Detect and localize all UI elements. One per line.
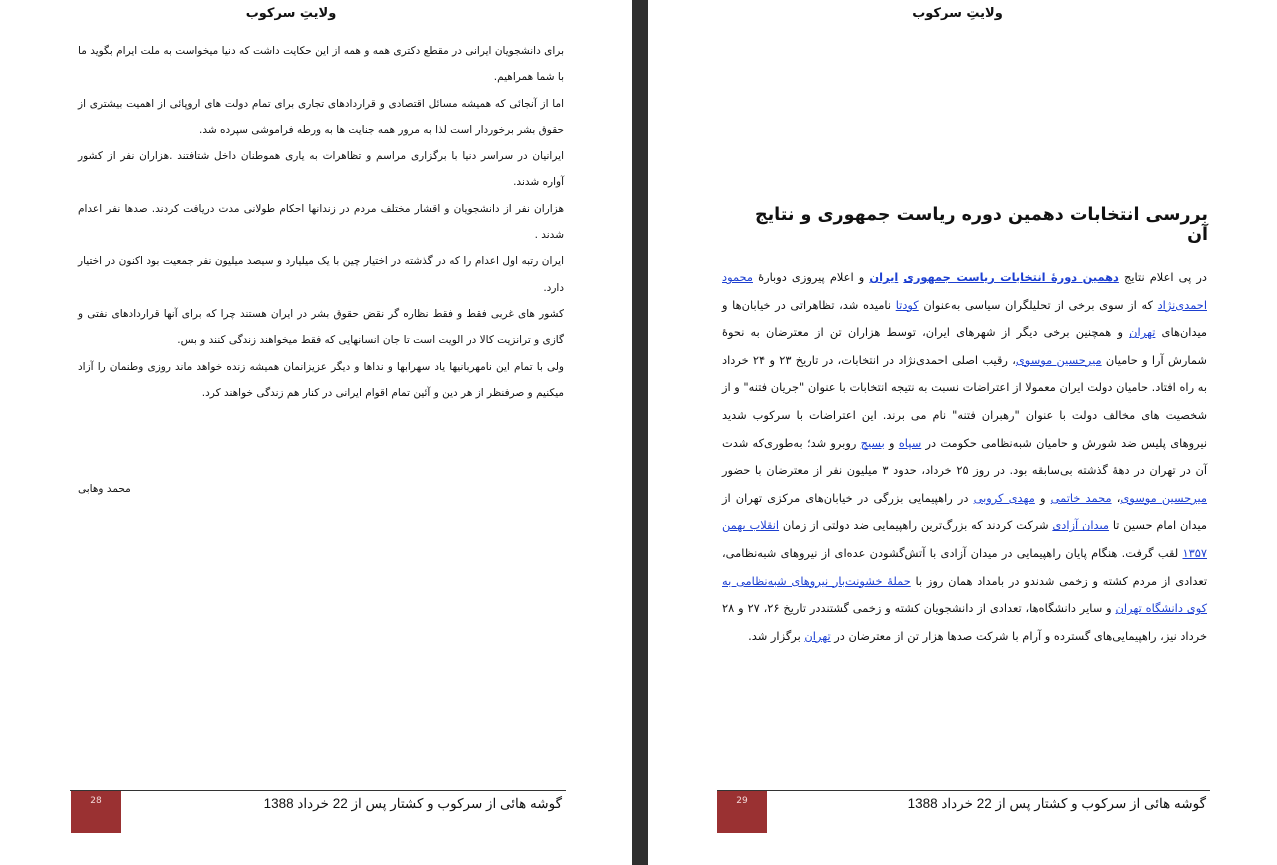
page-number: 29: [736, 796, 748, 806]
paragraph: اما از آنجائی که همیشه مسائل اقتصادی و قراردادهای تجاری برای تمام دولت های اروپائی از اهمیت بیشتری از حقوق بشر برخوردار است لذا به مرور همه جنایت ها به ورطه فراموشی سپرده شد.: [78, 97, 564, 136]
inline-link[interactable]: انقلاب بهمن ۱۳۵۷: [722, 518, 1207, 560]
page-body: [78, 38, 564, 406]
inline-link[interactable]: سپاه: [898, 435, 922, 450]
inline-link[interactable]: تهران: [1129, 325, 1156, 340]
text-run: در راهپیمایی بزرگی در خیابان‌های مرکزی تهران از میدان امام حسین تا: [722, 490, 1207, 533]
page-29: [648, 0, 1277, 865]
header-title: ولایتِ سرکوب: [912, 6, 1003, 21]
page-footer: گوشه هائی از سرکوب و کشتار پس از 22 خرداد 1388: [907, 796, 1206, 811]
footer-divider: [70, 790, 566, 791]
paragraph: هزاران نفر از دانشجویان و اقشار مختلف مردم در زندانها احکام طولانی مدت دریافت کردند. صدها نفر اعدام شدند .: [78, 202, 564, 242]
page-number: 28: [90, 796, 102, 806]
paragraph: کشور های غربی فقط و فقط نظاره گر نقض حقوق بشر در ایران هستند چرا که برای آنها قراردادهای نفتی و گازی و ترانزیت کالا در الویت است تا جان انسانهایی که فقط میخواهند زندگی کنند و بس.: [78, 307, 564, 347]
text-run: ، رقیب اصلی احمدی‌نژاد در انتخابات، در تاریخ ۲۳ و ۲۴ خرداد به راه افتاد. حامیان دولت ایران معمولا از اعتراضات نسبت به نتیجه انتخابات با عنوان "جریان فتنه" و از شخصیت های مخالف دولت با عنوان "رهبران فتنه" نام می برند. این اعتراضات با سرکوب شدید نیروهای پلیس ضد شورش و حامیان شبه‌نظامی حکومت در: [722, 352, 1208, 450]
text-run: و: [884, 435, 899, 450]
inline-link[interactable]: محمد خاتمی: [1050, 490, 1112, 505]
paragraph: ایرانیان در سراسر دنیا با برگزاری مراسم و تظاهرات به یاری هموطنان داخل شتافتند .هزاران نفر از کشور آواره شدند.: [78, 150, 564, 189]
text-run: ،: [1111, 490, 1121, 505]
inline-link[interactable]: کودتا: [895, 297, 919, 312]
text-run: و: [1034, 490, 1051, 505]
inline-link[interactable]: ایران: [869, 270, 899, 284]
article-body: [722, 264, 1207, 650]
inline-link[interactable]: حملهٔ خشونت‌بار نیروهای شبه‌نظامی به کوی دانشگاه تهران: [722, 573, 1207, 616]
page-header: [0, 6, 632, 21]
text-run: لقب گرفت. هنگام پایان راهپیمایی در میدان آزادی با آتش‌گشودن عده‌ای از نیروهای شبه‌نظامی، تعدادی از مردم کشته و زخمی شدندو در بامداد همان روز با: [722, 545, 1207, 588]
page-header: [648, 6, 1277, 21]
article-paragraph: [722, 264, 1207, 650]
page-number-badge: [717, 791, 767, 833]
inline-link[interactable]: بسیج: [860, 435, 885, 450]
page-28: [0, 0, 632, 865]
page-footer: گوشه هائی از سرکوب و کشتار پس از 22 خرداد 1388: [263, 796, 562, 811]
inline-link[interactable]: میرحسین موسوی: [1015, 352, 1102, 367]
text-run: و سایر دانشگاه‌ها، تعدادی از دانشجویان کشته و زخمی گشتند‌در تاریخ ۲۶، ۲۷ و ۲۸ خرداد نیز، راهپیمایی‌های گسترده و آرام با شرکت صدها هزار تن از معترضان در: [722, 601, 1207, 643]
text-run: شرکت کردند که بزرگ‌ترین راهپیمایی ضد دولتی از زمان: [779, 518, 1053, 533]
inline-link[interactable]: مهدی کروبی: [973, 490, 1035, 505]
page-number-badge: [71, 791, 121, 833]
footer-divider: [717, 790, 1210, 791]
inline-link[interactable]: دهمین دورهٔ انتخابات ریاست جمهوری: [903, 270, 1119, 284]
text-run: در پی اعلام نتایج: [1118, 270, 1207, 284]
paragraph: ایران رتبه اول اعدام را که در گذشته در اختیار چین با یک میلیارد و سیصد میلیون نفر جمعیت بود اکنون در اختیار دارد.: [78, 255, 564, 294]
inline-link[interactable]: میدان آزادی: [1052, 518, 1110, 533]
article-title: بررسی انتخابات دهمین دوره ریاست جمهوری و نتایج آن: [754, 205, 1208, 245]
paragraph: ولی با تمام این نامهربانیها یاد سهرابها و نداها و دیگر عزیزانمان همیشه زنده خواهد ماند روزی وطنمان را آزاد میکنیم و صرفنظر از هر دین و آئین تمام اقوام ایرانی در کنار هم زندگی خواهند کرد.: [78, 360, 564, 399]
inline-link[interactable]: محمود احمدی‌نژاد: [722, 270, 1207, 312]
page-gutter: [632, 0, 648, 865]
text-run: و اعلام پیروزی دوبارهٔ: [753, 270, 870, 284]
inline-link[interactable]: میرحسین موسوی: [1120, 490, 1207, 505]
text-run: روبرو شد؛ به‌طوری‌که شدت آن در تهران در دههٔ گذشته بی‌سابقه بود. در روز ۲۵ خرداد، حدود ۳ میلیون نفر از معترضان با حضور: [722, 435, 1207, 478]
paragraph: برای دانشجویان ایرانی در مقطع دکتری همه و همه از این حکایت داشت که دنیا میخواست به ملت ایرام بگوید ما با شما همراهیم.: [78, 45, 564, 84]
text-run: و همچنین برخی دیگر از شهرهای ایران، توسط هزاران تن از معترضان به نحوهٔ شمارش آرا و حامیان: [722, 325, 1207, 367]
text-run: برگزار شد.: [748, 628, 805, 643]
author-signature: محمد وهابی: [78, 483, 131, 495]
text-run: نامیده شد، تظاهراتی در خیابان‌ها و میدان‌های: [722, 297, 1207, 340]
text-run: که از سوی برخی از تحلیلگران سیاسی به‌عنوان: [918, 297, 1158, 312]
header-title: ولایتِ سرکوب: [245, 6, 337, 21]
inline-link[interactable]: تهران: [804, 628, 831, 643]
